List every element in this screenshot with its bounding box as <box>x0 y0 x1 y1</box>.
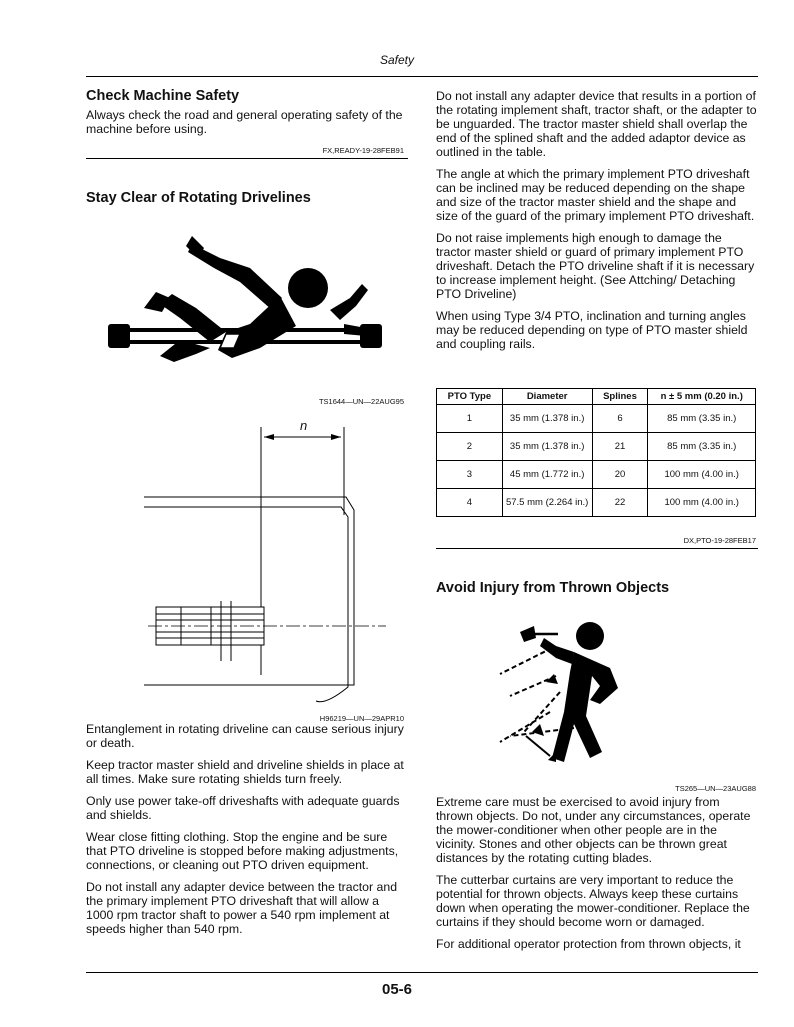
paragraph: Extreme care must be exercised to avoid injury from thrown objects. Do not, under any circumstances, operate the mower-conditioner when other people are in the vicinity. Stones and other objects can be thrown great distances by the rotating cutting blades. <box>436 795 751 865</box>
table-cell: 35 mm (1.378 in.) <box>502 433 592 461</box>
table-row <box>437 489 756 517</box>
dimension-n-label: n <box>300 418 308 433</box>
table-cell: 20 <box>592 461 648 489</box>
section-rule <box>86 158 408 159</box>
table-cell: 85 mm (3.35 in.) <box>648 405 756 433</box>
page-number: 05-6 <box>381 981 413 998</box>
table-header: Diameter <box>502 389 592 405</box>
running-header: Safety <box>379 53 415 67</box>
table-row <box>437 433 756 461</box>
driveline-paragraphs <box>86 722 408 936</box>
paragraph: For additional operator protection from thrown objects, it <box>436 937 741 951</box>
paragraph: The angle at which the primary implement PTO driveshaft can be inclined may be reduced depending on the shape and size of the tractor master shield and the shape and size of the guard of the primary implement PTO driveshaft. <box>436 167 755 223</box>
thrown-paragraphs <box>436 795 758 951</box>
paragraph: Do not install any adapter device between the tractor and the primary implement PTO driveshaft that will allow a 1000 rpm tractor shaft to power a 540 rpm implement at speeds higher than 540 rpm. <box>86 880 398 936</box>
table-cell: 57.5 mm (2.264 in.) <box>502 489 592 517</box>
table-cell: 1 <box>437 405 503 433</box>
thrown-pictogram-ref: TS265—UN—23AUG88 <box>675 784 756 793</box>
paragraph: Wear close fitting clothing. Stop the engine and be sure that PTO driveline is stopped before making adjustments, connections, or cleaning out PTO driven equipment. <box>86 830 399 872</box>
rotating-drivelines-title: Stay Clear of Rotating Drivelines <box>86 190 311 206</box>
paragraph: Do not raise implements high enough to damage the tractor master shield or guard of primary implement PTO driveshaft. Detach the PTO driveline shaft if it is necessary to increase implement height. (See Attching/ Detaching PTO Driveline) <box>436 231 755 301</box>
paragraph: Keep tractor master shield and driveline shields in place at all times. Make sure rotating shields turn freely. <box>86 758 404 786</box>
thrown-objects-title: Avoid Injury from Thrown Objects <box>436 580 670 596</box>
entanglement-pictogram <box>100 228 390 388</box>
table-header-row <box>437 389 756 405</box>
table-cell: 85 mm (3.35 in.) <box>648 433 756 461</box>
table-cell: 100 mm (4.00 in.) <box>648 489 756 517</box>
shaft-diagram-ref: H96219—UN—29APR10 <box>319 714 404 723</box>
table-cell: 100 mm (4.00 in.) <box>648 461 756 489</box>
table-cell: 3 <box>437 461 503 489</box>
shaft-overlap-diagram <box>86 415 408 715</box>
table-header: Splines <box>592 389 648 405</box>
paragraph: The cutterbar curtains are very important to reduce the potential for thrown objects. Always keep these curtains down when operating the mower-conditioner. Replace the curtains if they should become worn or damaged. <box>436 873 750 929</box>
footer-rule <box>86 972 758 973</box>
check-machine-safety-ref: FX,READY-19-28FEB91 <box>322 146 404 155</box>
paragraph: Only use power take-off driveshafts with adequate guards and shields. <box>86 794 400 822</box>
table-cell: 21 <box>592 433 648 461</box>
section-rule <box>436 548 758 549</box>
table-cell: 45 mm (1.772 in.) <box>502 461 592 489</box>
header-rule <box>86 76 758 77</box>
paragraph: When using Type 3/4 PTO, inclination and turning angles may be reduced depending on type of PTO master shield and coupling rails. <box>436 309 748 351</box>
thrown-objects-pictogram <box>490 612 670 780</box>
pto-paragraphs <box>436 89 758 351</box>
table-row <box>437 461 756 489</box>
check-machine-safety-title: Check Machine Safety <box>86 88 240 104</box>
table-cell: 4 <box>437 489 503 517</box>
table-header: PTO Type <box>437 389 503 405</box>
table-ref: DX,PTO-19-28FEB17 <box>683 536 756 545</box>
paragraph: Entanglement in rotating driveline can cause serious injury or death. <box>86 722 404 750</box>
paragraph: Do not install any adapter device that results in a portion of the rotating implement shaft, tractor shaft, or the adapter to be unguarded. The tractor master shield shall overlap the end of the splined shaft and the added adaptor device as outlined in the table. <box>436 89 757 159</box>
check-machine-safety-body: Always check the road and general operating safety of the machine before using. <box>86 108 403 136</box>
table-row <box>437 405 756 433</box>
table-header: n ± 5 mm (0.20 in.) <box>648 389 756 405</box>
table-cell: 35 mm (1.378 in.) <box>502 405 592 433</box>
table-cell: 2 <box>437 433 503 461</box>
pto-table <box>436 388 756 517</box>
table-cell: 22 <box>592 489 648 517</box>
pictogram-ref: TS1644—UN—22AUG95 <box>318 397 404 406</box>
table-cell: 6 <box>592 405 648 433</box>
